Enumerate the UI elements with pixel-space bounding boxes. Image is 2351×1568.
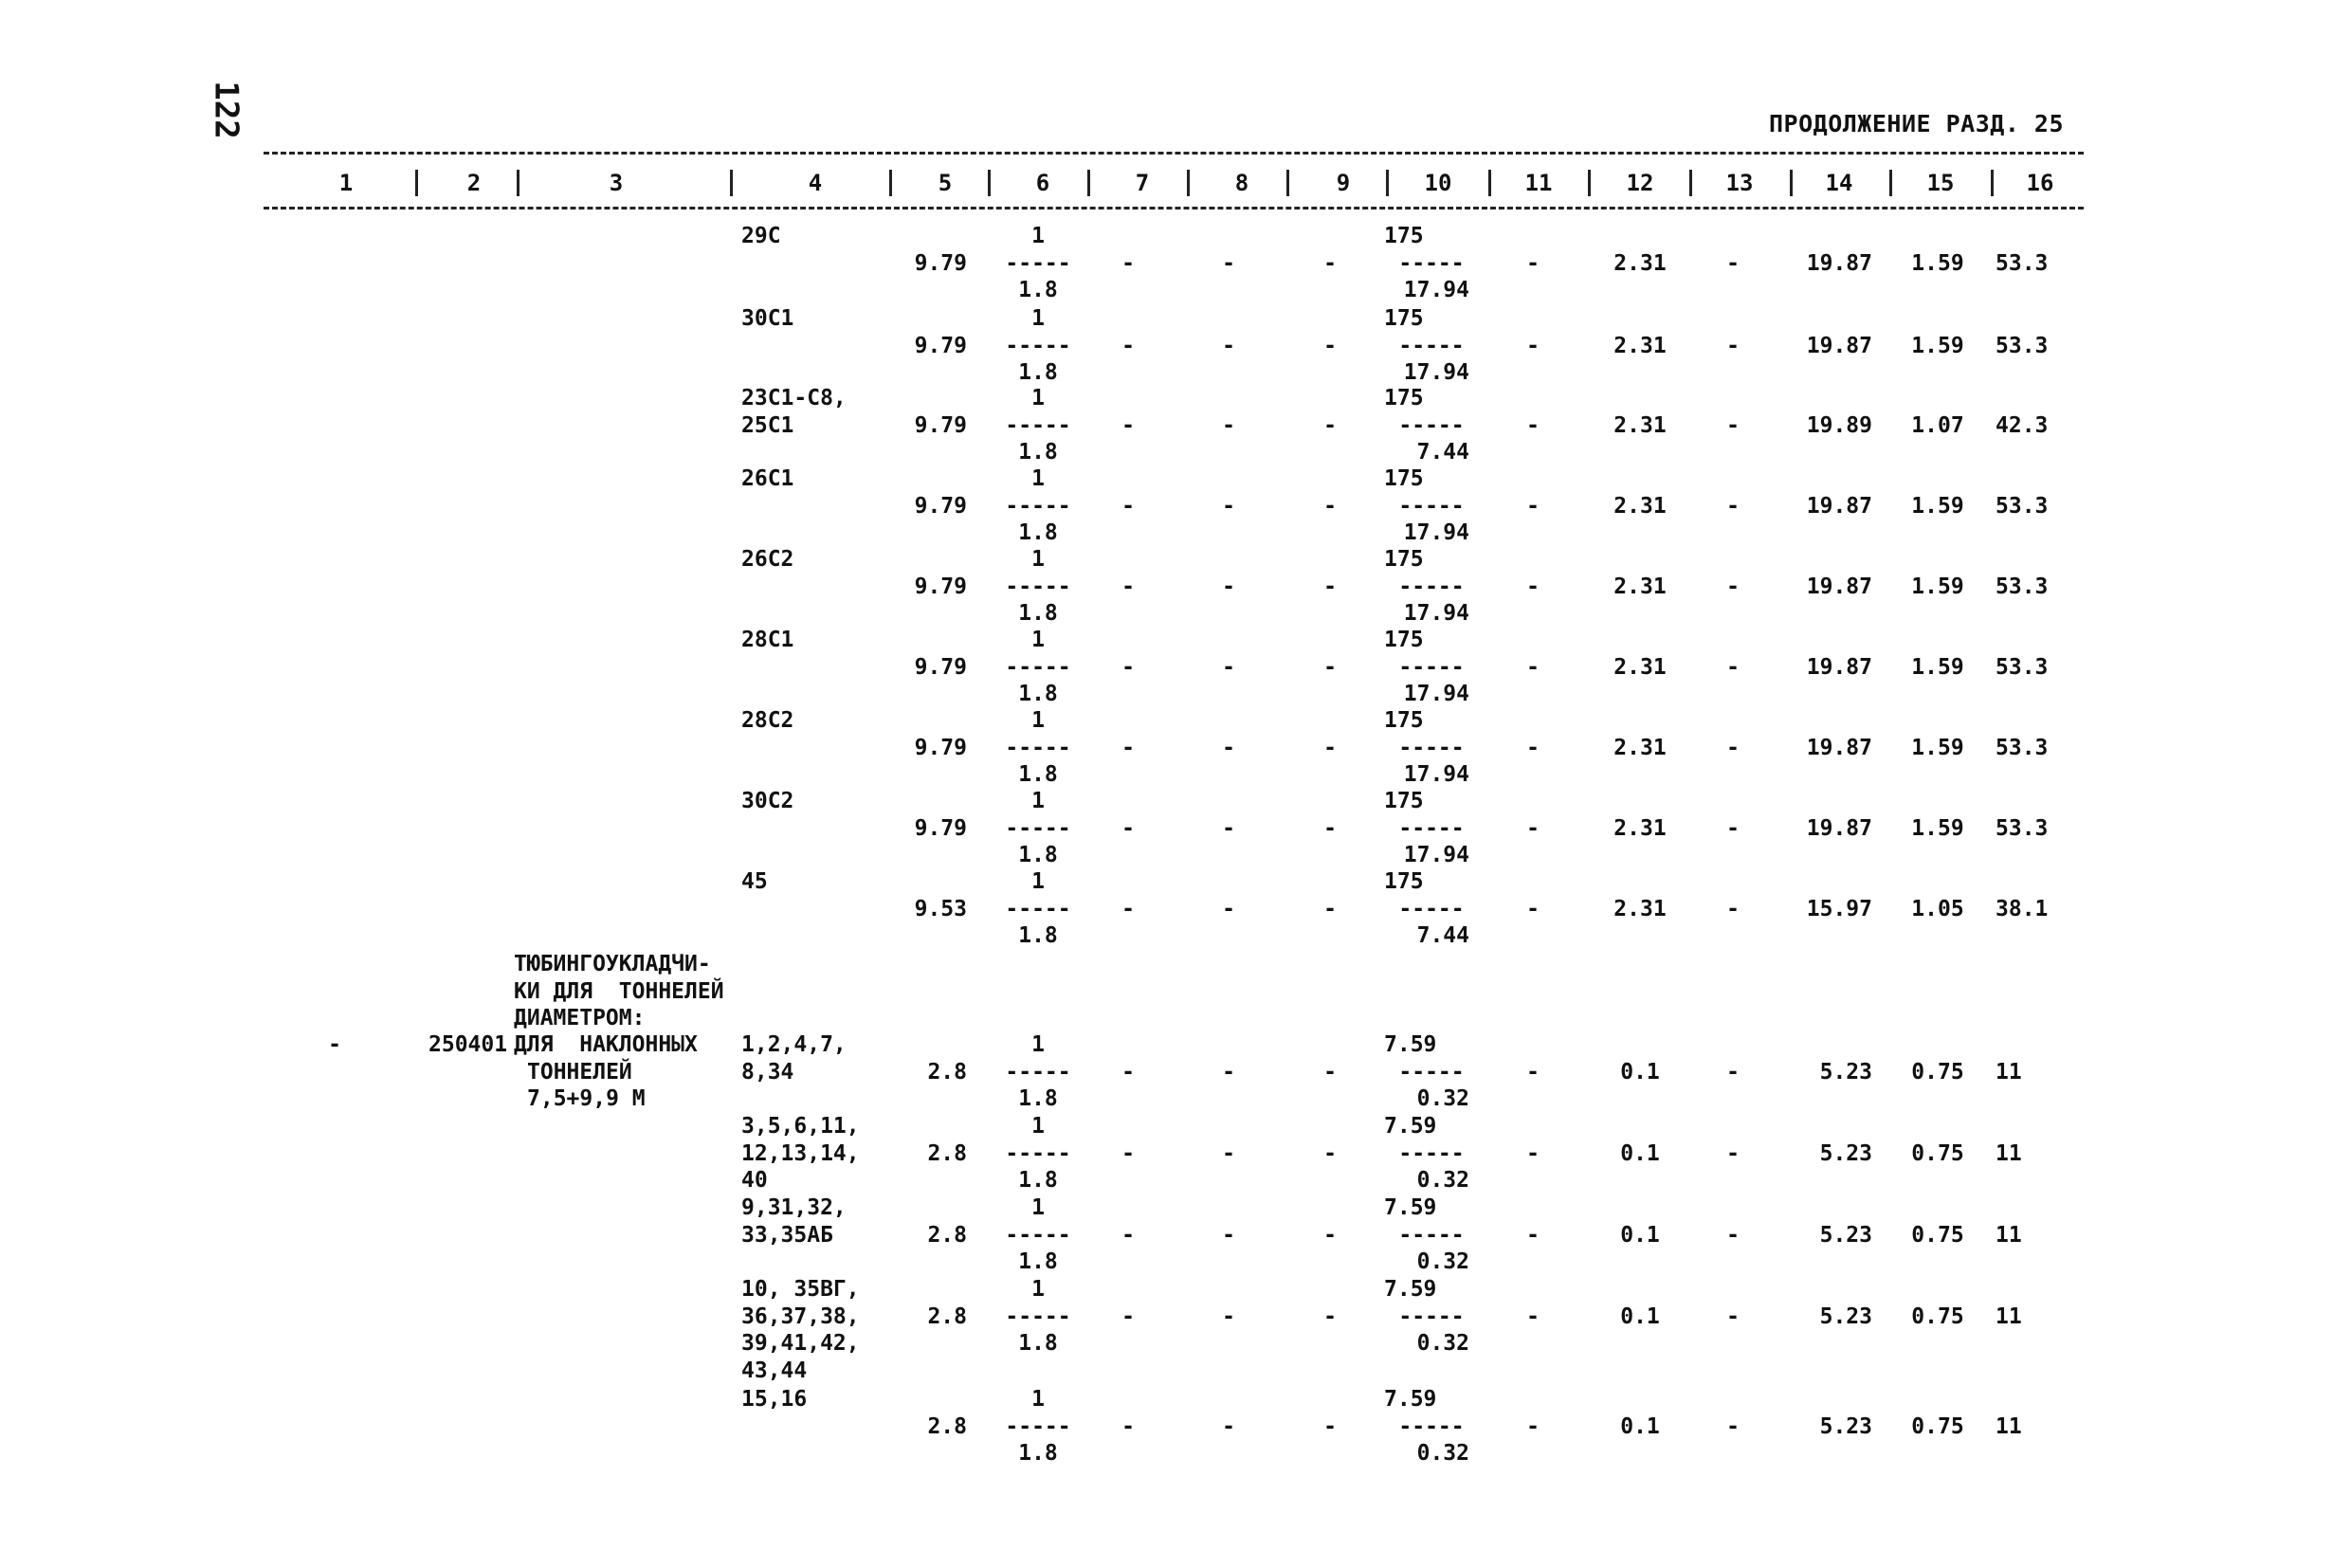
col9-value: -: [1323, 412, 1337, 438]
col7-value: -: [1121, 333, 1135, 358]
col8-value: -: [1222, 896, 1235, 921]
col6-value: 1: [1031, 1032, 1045, 1057]
fraction-bar: -----: [1398, 735, 1465, 760]
col5-value: 2.8: [927, 1059, 967, 1085]
row-code: 15,16: [741, 1387, 808, 1412]
fraction-bar: -----: [1005, 1059, 1071, 1085]
fraction-bar: -----: [1398, 1222, 1465, 1248]
col16-value: 11: [1996, 1413, 2022, 1439]
row-code: 25С1: [741, 412, 794, 438]
col7-value: -: [1121, 574, 1135, 599]
column-separator: [1386, 170, 1389, 196]
column-header-12: 12: [1626, 170, 1654, 196]
column-header-9: 9: [1336, 170, 1351, 196]
col13-value: -: [1726, 1413, 1740, 1439]
col16-value: 53.3: [1996, 333, 2049, 358]
col12-value: 2.31: [1613, 412, 1667, 438]
col10-numerator: 175: [1384, 708, 1424, 733]
col16-value: 38.1: [1996, 896, 2049, 921]
col10-numerator: 7.59: [1384, 1387, 1437, 1412]
col13-value: -: [1726, 735, 1740, 760]
fraction-bar: -----: [1398, 1413, 1465, 1439]
col14-value: 19.87: [1806, 493, 1872, 519]
col15-value: 1.07: [1911, 412, 1964, 438]
col6-value: 1: [1031, 1195, 1045, 1220]
col10-denominator: 17.94: [1403, 843, 1469, 867]
fraction-bar: -----: [1398, 412, 1465, 438]
col10-denominator: 17.94: [1403, 601, 1469, 626]
col7-value: -: [1121, 815, 1135, 841]
col5-value: 9.79: [914, 493, 967, 519]
col9-value: -: [1323, 250, 1337, 276]
fraction-bar: -----: [1398, 815, 1465, 841]
col7-value: -: [1121, 1222, 1135, 1248]
column-separator: [730, 170, 733, 196]
col6-value: 1: [1031, 628, 1045, 652]
col10-numerator: 175: [1384, 547, 1424, 572]
col15-value: 0.75: [1911, 1413, 1964, 1439]
col15-value: 1.59: [1911, 815, 1964, 841]
column-header-5: 5: [938, 170, 953, 196]
col12-value: 2.31: [1613, 896, 1667, 921]
col15-value: 1.05: [1911, 896, 1964, 921]
col15-value: 1.59: [1911, 250, 1964, 276]
col13-value: -: [1726, 896, 1740, 921]
col6-value: 1: [1031, 1277, 1045, 1302]
col5-value: 9.53: [914, 896, 967, 921]
col11-value: -: [1526, 493, 1540, 519]
col13-value: -: [1726, 1059, 1740, 1085]
continuation-heading: ПРОДОЛЖЕНИЕ РАЗД. 25: [1769, 110, 2065, 137]
col10-numerator: 175: [1384, 628, 1424, 652]
col9-value: -: [1323, 1140, 1337, 1166]
header-bottom-rule: [264, 207, 2084, 210]
col6-value: 1.8: [1018, 682, 1058, 706]
col9-value: -: [1323, 493, 1337, 519]
column-header-1: 1: [338, 170, 354, 196]
col7-value: -: [1121, 1059, 1135, 1085]
col13-value: -: [1726, 250, 1740, 276]
col16-value: 53.3: [1996, 250, 2049, 276]
col12-value: 2.31: [1613, 250, 1667, 276]
column-separator: [415, 170, 418, 196]
col14-value: 5.23: [1819, 1140, 1872, 1166]
col6-value: 1.8: [1018, 440, 1058, 465]
machine-code: 250401: [428, 1032, 508, 1057]
row-code: 23С1-С8,: [741, 386, 847, 410]
col16-value: 11: [1996, 1222, 2022, 1248]
col6-value: 1.8: [1018, 1441, 1058, 1466]
col10-numerator: 175: [1384, 224, 1424, 248]
col8-value: -: [1222, 654, 1235, 680]
col14-value: 15.97: [1806, 896, 1872, 921]
col13-value: -: [1726, 493, 1740, 519]
column-separator: [1286, 170, 1289, 196]
row-code: 3,5,6,11,: [741, 1114, 860, 1139]
fraction-bar: -----: [1005, 412, 1071, 438]
page-number: 122: [207, 81, 246, 139]
col10-numerator: 7.59: [1384, 1032, 1437, 1057]
col13-value: -: [1726, 412, 1740, 438]
col6-value: 1: [1031, 1114, 1045, 1139]
row-code: 26С1: [741, 466, 794, 491]
col16-value: 11: [1996, 1059, 2022, 1085]
column-separator: [889, 170, 892, 196]
col12-value: 2.31: [1613, 574, 1667, 599]
fraction-bar: -----: [1398, 654, 1465, 680]
col6-value: 1.8: [1018, 601, 1058, 626]
col13-value: -: [1726, 815, 1740, 841]
row-code: 30С2: [741, 789, 794, 813]
col13-value: -: [1726, 333, 1740, 358]
col14-value: 5.23: [1819, 1413, 1872, 1439]
fraction-bar: -----: [1005, 815, 1071, 841]
col5-value: 9.79: [914, 412, 967, 438]
col12-value: 2.31: [1613, 815, 1667, 841]
col7-value: -: [1121, 735, 1135, 760]
col6-value: 1: [1031, 869, 1045, 894]
col5-value: 9.79: [914, 735, 967, 760]
col5-value: 2.8: [927, 1413, 967, 1439]
column-header-15: 15: [1926, 170, 1955, 196]
fraction-bar: -----: [1005, 1304, 1071, 1329]
group-title-line: КИ ДЛЯ ТОННЕЛЕЙ: [514, 978, 724, 1004]
column-separator: [1790, 170, 1793, 196]
col9-value: -: [1323, 1413, 1337, 1439]
column-header-11: 11: [1524, 170, 1553, 196]
col14-value: 19.89: [1806, 412, 1872, 438]
group-subtitle-line: ТОННЕЛЕЙ: [527, 1059, 632, 1085]
col6-value: 1.8: [1018, 1331, 1058, 1356]
col11-value: -: [1526, 896, 1540, 921]
col12-value: 0.1: [1620, 1059, 1660, 1085]
row-code: 1,2,4,7,: [741, 1032, 847, 1057]
col9-value: -: [1323, 333, 1337, 358]
row-code: 40: [741, 1168, 768, 1193]
column-header-2: 2: [466, 170, 482, 196]
col16-value: 53.3: [1996, 493, 2049, 519]
col5-value: 9.79: [914, 574, 967, 599]
row-code: 29С: [741, 224, 781, 248]
col12-value: 2.31: [1613, 333, 1667, 358]
col6-value: 1: [1031, 547, 1045, 572]
col8-value: -: [1222, 333, 1235, 358]
fraction-bar: -----: [1398, 574, 1465, 599]
group-subtitle-line: 7,5+9,9 М: [527, 1086, 646, 1111]
col10-numerator: 175: [1384, 466, 1424, 491]
col11-value: -: [1526, 1413, 1540, 1439]
col9-value: -: [1323, 1222, 1337, 1248]
col6-value: 1.8: [1018, 1086, 1058, 1111]
col14-value: 19.87: [1806, 333, 1872, 358]
col10-denominator: 17.94: [1403, 360, 1469, 385]
fraction-bar: -----: [1398, 250, 1465, 276]
col10-numerator: 175: [1384, 869, 1424, 894]
col13-value: -: [1726, 574, 1740, 599]
col5-value: 9.79: [914, 250, 967, 276]
col5-value: 9.79: [914, 654, 967, 680]
fraction-bar: -----: [1005, 333, 1071, 358]
col14-value: 5.23: [1819, 1222, 1872, 1248]
col13-value: -: [1726, 1140, 1740, 1166]
col12-value: 0.1: [1620, 1413, 1660, 1439]
column-header-6: 6: [1035, 170, 1050, 196]
col10-denominator: 17.94: [1403, 762, 1469, 787]
col15-value: 1.59: [1911, 493, 1964, 519]
col15-value: 0.75: [1911, 1140, 1964, 1166]
col10-numerator: 7.59: [1384, 1114, 1437, 1139]
row-code: 45: [741, 869, 768, 894]
col11-value: -: [1526, 1140, 1540, 1166]
col9-value: -: [1323, 896, 1337, 921]
col11-value: -: [1526, 412, 1540, 438]
col6-value: 1.8: [1018, 1168, 1058, 1193]
row-code: 36,37,38,: [741, 1304, 860, 1329]
column-header-10: 10: [1424, 170, 1452, 196]
row-code: 43,44: [741, 1358, 808, 1383]
column-header-3: 3: [609, 170, 624, 196]
col6-value: 1: [1031, 466, 1045, 491]
group-title-line: ТЮБИНГОУКЛАДЧИ-: [514, 952, 711, 976]
row-code: 10, 35ВГ,: [741, 1277, 860, 1302]
col15-value: 0.75: [1911, 1304, 1964, 1329]
column-separator: [988, 170, 991, 196]
fraction-bar: -----: [1398, 896, 1465, 921]
col6-value: 1.8: [1018, 923, 1058, 948]
col16-value: 53.3: [1996, 654, 2049, 680]
col14-value: 19.87: [1806, 735, 1872, 760]
col10-denominator: 7.44: [1416, 923, 1469, 948]
col10-denominator: 0.32: [1416, 1331, 1469, 1356]
col6-value: 1.8: [1018, 360, 1058, 385]
col11-value: -: [1526, 1059, 1540, 1085]
column-header-13: 13: [1725, 170, 1754, 196]
col15-value: 1.59: [1911, 574, 1964, 599]
col12-value: 0.1: [1620, 1140, 1660, 1166]
col11-value: -: [1526, 735, 1540, 760]
header-top-rule: [264, 152, 2084, 155]
col1-value: -: [328, 1032, 341, 1057]
column-separator: [1689, 170, 1692, 196]
col6-value: 1.8: [1018, 843, 1058, 867]
fraction-bar: -----: [1398, 1304, 1465, 1329]
col8-value: -: [1222, 1059, 1235, 1085]
col8-value: -: [1222, 250, 1235, 276]
column-separator: [1889, 170, 1892, 196]
col6-value: 1.8: [1018, 278, 1058, 302]
row-code: 39,41,42,: [741, 1331, 860, 1356]
col14-value: 19.87: [1806, 574, 1872, 599]
col13-value: -: [1726, 1304, 1740, 1329]
fraction-bar: -----: [1398, 1059, 1465, 1085]
col16-value: 53.3: [1996, 735, 2049, 760]
col7-value: -: [1121, 493, 1135, 519]
row-code: 12,13,14,: [741, 1140, 860, 1166]
col10-denominator: 0.32: [1416, 1086, 1469, 1111]
col10-numerator: 7.59: [1384, 1277, 1437, 1302]
fraction-bar: -----: [1005, 654, 1071, 680]
col15-value: 0.75: [1911, 1222, 1964, 1248]
col11-value: -: [1526, 250, 1540, 276]
col9-value: -: [1323, 815, 1337, 841]
col11-value: -: [1526, 654, 1540, 680]
column-header-7: 7: [1135, 170, 1150, 196]
fraction-bar: -----: [1398, 333, 1465, 358]
col12-value: 0.1: [1620, 1304, 1660, 1329]
col14-value: 19.87: [1806, 654, 1872, 680]
col11-value: -: [1526, 1304, 1540, 1329]
row-code: 26С2: [741, 547, 794, 572]
col10-denominator: 7.44: [1416, 440, 1469, 465]
group-subtitle-line: ДЛЯ НАКЛОННЫХ: [514, 1032, 698, 1057]
fraction-bar: -----: [1005, 1222, 1071, 1248]
col13-value: -: [1726, 654, 1740, 680]
col7-value: -: [1121, 1304, 1135, 1329]
col10-denominator: 17.94: [1403, 520, 1469, 545]
col14-value: 5.23: [1819, 1059, 1872, 1085]
col8-value: -: [1222, 1304, 1235, 1329]
col7-value: -: [1121, 250, 1135, 276]
col10-denominator: 17.94: [1403, 682, 1469, 706]
fraction-bar: -----: [1398, 493, 1465, 519]
col6-value: 1: [1031, 708, 1045, 733]
fraction-bar: -----: [1005, 250, 1071, 276]
col16-value: 11: [1996, 1304, 2022, 1329]
col8-value: -: [1222, 1222, 1235, 1248]
column-separator: [1187, 170, 1190, 196]
col16-value: 42.3: [1996, 412, 2049, 438]
col8-value: -: [1222, 735, 1235, 760]
col10-numerator: 175: [1384, 789, 1424, 813]
col14-value: 19.87: [1806, 250, 1872, 276]
col6-value: 1: [1031, 386, 1045, 410]
col9-value: -: [1323, 1059, 1337, 1085]
group-title-line: ДИАМЕТРОМ:: [514, 1006, 646, 1030]
col15-value: 1.59: [1911, 333, 1964, 358]
col8-value: -: [1222, 574, 1235, 599]
col7-value: -: [1121, 1413, 1135, 1439]
fraction-bar: -----: [1005, 1140, 1071, 1166]
col5-value: 2.8: [927, 1222, 967, 1248]
row-code: 33,35АБ: [741, 1222, 833, 1248]
column-separator: [517, 170, 519, 196]
column-header-16: 16: [2026, 170, 2054, 196]
row-code: 9,31,32,: [741, 1195, 847, 1220]
row-code: 28С2: [741, 708, 794, 733]
column-separator: [1488, 170, 1491, 196]
row-code: 8,34: [741, 1059, 794, 1085]
col12-value: 0.1: [1620, 1222, 1660, 1248]
col8-value: -: [1222, 412, 1235, 438]
col15-value: 1.59: [1911, 735, 1964, 760]
col13-value: -: [1726, 1222, 1740, 1248]
col8-value: -: [1222, 1140, 1235, 1166]
column-separator: [1087, 170, 1090, 196]
col9-value: -: [1323, 735, 1337, 760]
row-code: 30С1: [741, 306, 794, 331]
col6-value: 1: [1031, 789, 1045, 813]
col10-denominator: 0.32: [1416, 1249, 1469, 1274]
column-header-14: 14: [1825, 170, 1853, 196]
col6-value: 1: [1031, 224, 1045, 248]
fraction-bar: -----: [1005, 493, 1071, 519]
col16-value: 11: [1996, 1140, 2022, 1166]
col12-value: 2.31: [1613, 654, 1667, 680]
col10-denominator: 0.32: [1416, 1441, 1469, 1466]
col5-value: 2.8: [927, 1304, 967, 1329]
column-separator: [1991, 170, 1994, 196]
col6-value: 1: [1031, 1387, 1045, 1412]
col11-value: -: [1526, 815, 1540, 841]
col10-denominator: 17.94: [1403, 278, 1469, 302]
col5-value: 9.79: [914, 333, 967, 358]
col15-value: 1.59: [1911, 654, 1964, 680]
column-header-8: 8: [1234, 170, 1249, 196]
col6-value: 1.8: [1018, 520, 1058, 545]
col8-value: -: [1222, 815, 1235, 841]
col16-value: 53.3: [1996, 574, 2049, 599]
col8-value: -: [1222, 493, 1235, 519]
column-separator: [1588, 170, 1591, 196]
col7-value: -: [1121, 896, 1135, 921]
col7-value: -: [1121, 1140, 1135, 1166]
fraction-bar: -----: [1005, 735, 1071, 760]
col15-value: 0.75: [1911, 1059, 1964, 1085]
col10-numerator: 175: [1384, 386, 1424, 410]
column-header-4: 4: [808, 170, 823, 196]
fraction-bar: -----: [1005, 574, 1071, 599]
col12-value: 2.31: [1613, 735, 1667, 760]
col7-value: -: [1121, 412, 1135, 438]
col14-value: 19.87: [1806, 815, 1872, 841]
col11-value: -: [1526, 574, 1540, 599]
col11-value: -: [1526, 1222, 1540, 1248]
fraction-bar: -----: [1398, 1140, 1465, 1166]
col7-value: -: [1121, 654, 1135, 680]
fraction-bar: -----: [1005, 1413, 1071, 1439]
col12-value: 2.31: [1613, 493, 1667, 519]
col10-numerator: 7.59: [1384, 1195, 1437, 1220]
col5-value: 2.8: [927, 1140, 967, 1166]
col6-value: 1.8: [1018, 762, 1058, 787]
col10-numerator: 175: [1384, 306, 1424, 331]
col6-value: 1.8: [1018, 1249, 1058, 1274]
fraction-bar: -----: [1005, 896, 1071, 921]
col16-value: 53.3: [1996, 815, 2049, 841]
col5-value: 9.79: [914, 815, 967, 841]
col6-value: 1: [1031, 306, 1045, 331]
col9-value: -: [1323, 574, 1337, 599]
col14-value: 5.23: [1819, 1304, 1872, 1329]
col9-value: -: [1323, 1304, 1337, 1329]
col9-value: -: [1323, 654, 1337, 680]
col10-denominator: 0.32: [1416, 1168, 1469, 1193]
col11-value: -: [1526, 333, 1540, 358]
col8-value: -: [1222, 1413, 1235, 1439]
row-code: 28С1: [741, 628, 794, 652]
